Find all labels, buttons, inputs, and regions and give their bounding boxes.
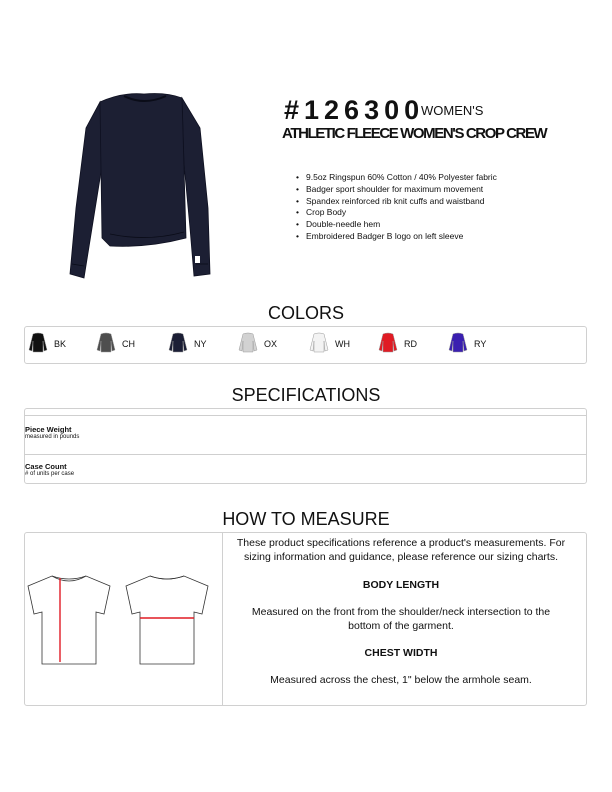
shirt-icon (378, 332, 398, 354)
style-number: #126300 (284, 95, 425, 125)
product-image (62, 88, 222, 288)
divider (24, 454, 587, 455)
color-code: BK (54, 339, 67, 349)
color-swatch-ry[interactable] (448, 332, 518, 358)
color-code: RD (404, 339, 417, 349)
body-length-text: Measured on the front from the shoulder/neck intersection to the bottom of the garment. (251, 606, 551, 632)
tshirt-back-icon (126, 576, 208, 664)
measurement-diagram (26, 572, 218, 668)
shirt-icon (309, 332, 329, 354)
shirt-icon (168, 332, 188, 354)
color-swatch-wh[interactable] (309, 332, 379, 358)
color-swatch-rd[interactable] (378, 332, 448, 358)
feature-item: • 9.5oz Ringspun 60% Cotton / 40% Polyester fabric (296, 172, 497, 184)
color-swatch-bk[interactable] (28, 332, 98, 358)
chest-width-text: Measured across the chest, 1" below the armhole seam. (270, 674, 532, 686)
divider (24, 415, 587, 416)
spec-sublabel: measured in pounds (25, 434, 80, 440)
body-length-heading: BODY LENGTH (362, 579, 440, 591)
color-code: RY (474, 339, 487, 349)
shirt-icon (448, 332, 468, 354)
color-swatch-ny[interactable] (168, 332, 238, 358)
color-swatch-ox[interactable] (238, 332, 308, 358)
color-code: CH (122, 339, 135, 349)
specifications-panel (24, 408, 587, 484)
color-code: NY (194, 339, 207, 349)
color-code: WH (335, 339, 350, 349)
spec-label-case-count: Case Count (25, 462, 67, 471)
colors-title: COLORS (267, 303, 345, 323)
feature-item: • Badger sport shoulder for maximum movement (296, 184, 497, 196)
how-to-measure-title: HOW TO MEASURE (222, 509, 390, 529)
color-swatch-ch[interactable] (96, 332, 166, 358)
shirt-icon (96, 332, 116, 354)
color-code: OX (264, 339, 278, 349)
measure-intro: These product specifications reference a product's measurements. For sizing information and guidance, please reference our sizing charts. (236, 537, 566, 563)
tshirt-front-icon (28, 576, 110, 664)
feature-list (296, 172, 497, 243)
shirt-icon (238, 332, 258, 354)
specifications-title: SPECIFICATIONS (231, 385, 381, 405)
product-name: ATHLETIC FLEECE WOMEN'S CROP CREW (282, 125, 547, 142)
feature-item: • Crop Body (296, 207, 497, 219)
chest-width-heading: CHEST WIDTH (364, 647, 438, 659)
how-to-measure-text (236, 536, 566, 687)
feature-item: • Spandex reinforced rib knit cuffs and waistband (296, 196, 497, 208)
divider (222, 533, 223, 705)
feature-item: • Double-needle hem (296, 219, 497, 231)
gender-label: WOMEN'S (421, 103, 484, 118)
spec-label-piece-weight: Piece Weight (25, 425, 72, 434)
badger-logo-icon (195, 256, 200, 263)
spec-sublabel: # of units per case (25, 471, 75, 477)
shirt-icon (28, 332, 48, 354)
feature-item: • Embroidered Badger B logo on left sleeve (296, 231, 497, 243)
